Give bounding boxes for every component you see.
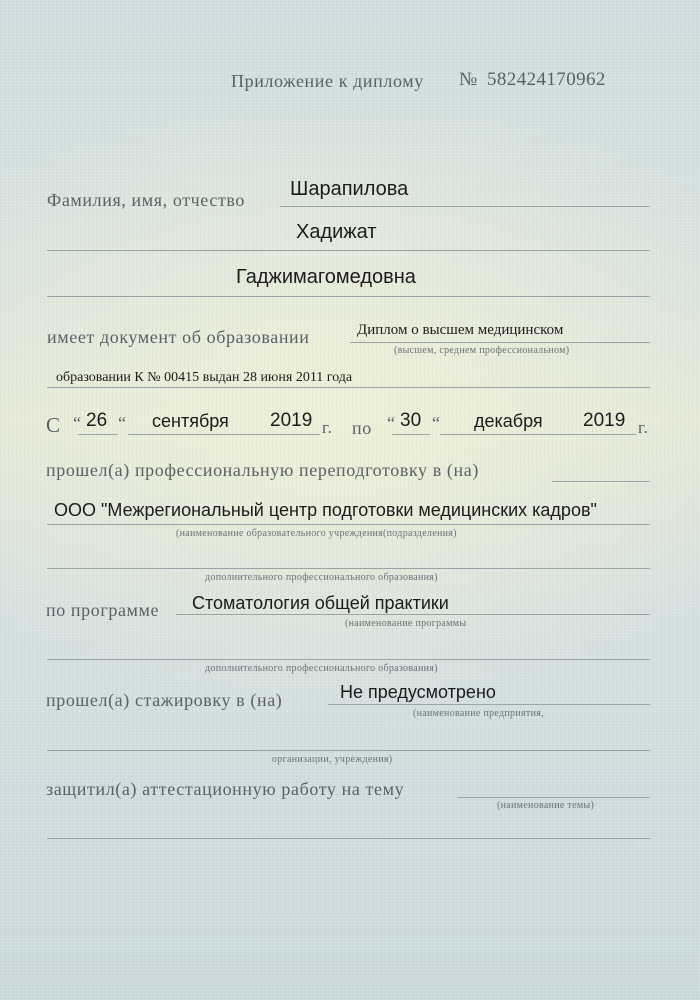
retraining-hint-2: дополнительного профессионального образования): [205, 572, 438, 583]
period-from-year: 2019: [270, 410, 313, 431]
from-year-line: [268, 434, 320, 435]
period-to-day: 30: [400, 410, 422, 431]
period-to-month: декабря: [474, 411, 543, 431]
thesis-hint: (наименование темы): [497, 800, 595, 811]
retraining-blank-line: [47, 568, 650, 569]
patronymic-line: [47, 296, 650, 297]
period-close-quote-1: “: [118, 413, 127, 433]
surname-line: [280, 206, 650, 207]
thesis-line: [458, 797, 650, 798]
diploma-number: 582424170962: [487, 69, 606, 90]
thesis-blank-line-1: [47, 838, 650, 839]
retraining-label-line: [552, 481, 650, 482]
to-year-line: [580, 434, 636, 435]
period-from-day: 26: [86, 410, 108, 431]
full-name-label: Фамилия, имя, отчество: [47, 190, 245, 210]
period-open-quote-1: “: [73, 413, 82, 433]
period-from-prefix: С: [46, 413, 61, 437]
education-line1-rule: [350, 342, 650, 343]
number-sign: №: [459, 69, 478, 90]
period-to-word: по: [352, 418, 372, 438]
internship-blank-line: [47, 750, 650, 751]
thesis-label: защитил(а) аттестационную работу на тему: [46, 779, 405, 799]
retraining-organization-line: [47, 524, 650, 525]
first-name-value: Хадижат: [296, 221, 377, 243]
education-line2-rule: [47, 387, 650, 388]
program-line: [176, 614, 650, 615]
period-open-quote-2: “: [387, 413, 396, 433]
program-hint-2: дополнительного профессионального образования): [205, 663, 438, 674]
retraining-organization: ООО "Межрегиональный центр подготовки медицинских кадров": [54, 500, 597, 520]
from-day-line: [78, 434, 118, 435]
period-from-month: сентября: [152, 411, 229, 431]
to-day-line: [392, 434, 430, 435]
program-blank-line: [47, 659, 650, 660]
program-value: Стоматология общей практики: [192, 593, 449, 613]
period-year-suffix-2: г.: [638, 418, 649, 437]
education-document-line2: образовании К № 00415 выдан 28 июня 2011 года: [56, 370, 353, 385]
period-year-suffix-1: г.: [322, 418, 333, 437]
internship-value: Не предусмотрено: [340, 682, 496, 702]
program-hint-1: (наименование программы: [345, 618, 467, 629]
internship-hint-2: организации, учреждения): [272, 754, 393, 765]
from-month-line: [128, 434, 268, 435]
retraining-label: прошел(а) профессиональную переподготовку в (на): [46, 460, 479, 480]
retraining-hint-1: (наименование образовательного учреждения(подразделения): [176, 528, 457, 539]
to-month-line: [440, 434, 580, 435]
education-hint: (высшем, среднем профессиональном): [394, 345, 570, 356]
program-label: по программе: [46, 600, 160, 620]
appendix-title: Приложение к диплому: [231, 71, 424, 91]
education-document-line1: Диплом о высшем медицинском: [357, 322, 564, 338]
first-name-line: [47, 250, 650, 251]
surname-value: Шарапилова: [290, 178, 409, 200]
education-document-label: имеет документ об образовании: [47, 327, 310, 347]
period-close-quote-2: “: [432, 413, 441, 433]
patronymic-value: Гаджимагомедовна: [236, 266, 416, 288]
internship-line: [328, 704, 650, 705]
period-to-year: 2019: [583, 410, 626, 431]
internship-label: прошел(а) стажировку в (на): [46, 690, 283, 710]
internship-hint-1: (наименование предприятия,: [413, 708, 544, 719]
